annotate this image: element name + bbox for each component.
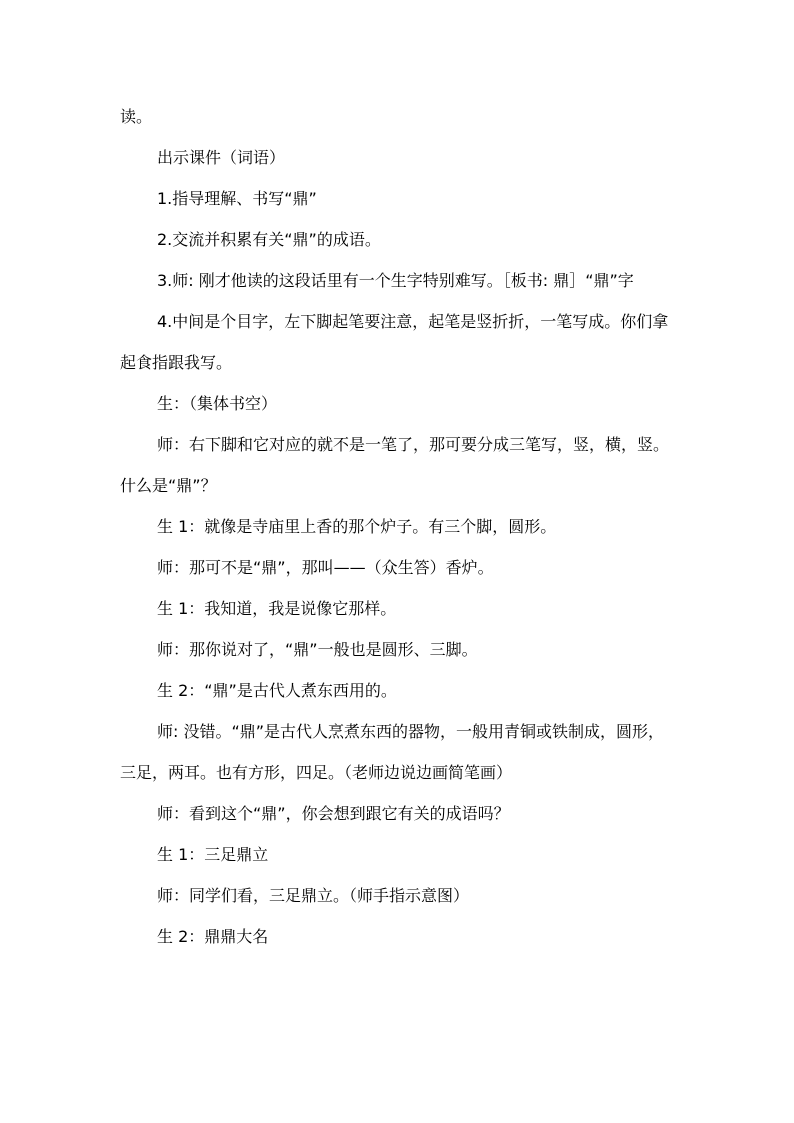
paragraph: 生 1：三足鼎立 [157, 845, 269, 864]
paragraph: 师：那你说对了，“鼎”一般也是圆形、三脚。 [157, 640, 478, 659]
paragraph: 3.师: 刚才他读的这段话里有一个生字特别难写。［板书: 鼎］“鼎”字 [157, 271, 634, 290]
paragraph: 生 1：我知道，我是说像它那样。 [157, 599, 397, 618]
paragraph: 读。 [120, 107, 153, 126]
paragraph: 出示课件（词语） [157, 148, 286, 167]
paragraph: 1.指导理解、书写“鼎” [157, 189, 317, 208]
paragraph: 师：同学们看，三足鼎立。（师手指示意图） [157, 886, 470, 905]
paragraph: 师: 没错。“鼎”是古代人烹煮东西的器物，一般用青铜或铁制成，圆形，三足，两耳。也有方形，四足。（老师边说边画简笔画） [120, 722, 665, 782]
paragraph: 生：（集体书空） [157, 394, 278, 413]
paragraph: 生 2：“鼎”是古代人煮东西用的。 [157, 681, 397, 700]
paragraph: 师：看到这个“鼎”，你会想到跟它有关的成语吗？ [157, 804, 510, 823]
paragraph: 生 2：鼎鼎大名 [157, 927, 269, 946]
document-body [120, 96, 676, 957]
paragraph: 师：那可不是“鼎”，那叫——（众生答）香炉。 [157, 558, 494, 577]
paragraph: 师：右下脚和它对应的就不是一笔了，那可要分成三笔写，竖，横，竖。什么是“鼎”？ [120, 435, 670, 495]
paragraph: 2.交流并积累有关“鼎”的成语。 [157, 230, 381, 249]
paragraph: 生 1：就像是寺庙里上香的那个炉子。有三个脚，圆形。 [157, 517, 557, 536]
paragraph: 4.中间是个目字，左下脚起笔要注意，起笔是竖折折，一笔写成。你们拿起食指跟我写。 [120, 312, 669, 372]
